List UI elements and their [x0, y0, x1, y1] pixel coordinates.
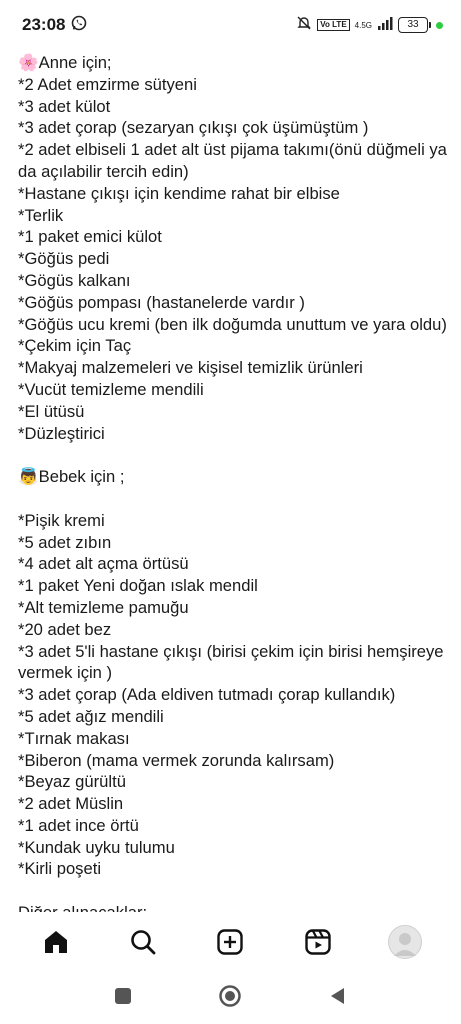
plus-square-icon — [216, 928, 244, 956]
back-button[interactable] — [328, 986, 348, 1011]
whatsapp-icon — [71, 15, 87, 36]
system-navigation-bar — [0, 972, 461, 1024]
note-line: *Göğüs pedi — [18, 249, 110, 269]
note-line: *Alt temizleme pamuğu — [18, 597, 189, 617]
privacy-dot — [436, 22, 443, 29]
mute-bell-icon — [296, 15, 312, 36]
circle-icon — [218, 984, 242, 1008]
note-line: *3 adet çorap (Ada eldiven tutmadı çorap kullandık) — [18, 685, 396, 705]
back-triangle-icon — [328, 986, 348, 1006]
home-system-button[interactable] — [218, 984, 242, 1013]
recents-button[interactable] — [113, 986, 133, 1011]
bottom-nav — [0, 912, 461, 972]
note-line: *Düzleştirici — [18, 423, 105, 443]
home-icon — [42, 928, 70, 956]
blank-line — [18, 444, 448, 466]
note-line: *Hastane çıkışı için kendime rahat bir elbise — [18, 183, 340, 203]
note-line: *Kirli poşeti — [18, 859, 102, 879]
note-line: 🌸Anne için; — [18, 53, 112, 72]
nav-profile[interactable] — [382, 919, 428, 965]
blank-line — [18, 880, 448, 902]
note-line: *1 paket Yeni doğan ıslak mendil — [18, 576, 258, 596]
nav-home[interactable] — [33, 919, 79, 965]
search-icon — [129, 928, 157, 956]
avatar — [388, 925, 422, 959]
note-line: *Terlik — [18, 205, 64, 225]
note-line: *1 adet ince örtü — [18, 815, 139, 835]
network-type: 4.5G — [354, 20, 372, 30]
note-line: *5 adet ağız mendili — [18, 706, 164, 726]
note-line: *Vucüt temizleme mendili — [18, 379, 204, 399]
nav-create[interactable] — [207, 919, 253, 965]
note-line: *3 adet külot — [18, 96, 111, 116]
note-line: *Makyaj malzemeleri ve kişisel temizlik ürünleri — [18, 358, 363, 378]
status-bar — [0, 0, 461, 50]
signal-icon — [377, 15, 393, 35]
nav-search[interactable] — [120, 919, 166, 965]
note-line: *3 adet 5'li hastane çıkışı (birisi çekim için birisi hemşireye vermek için ) — [18, 641, 444, 683]
note-line: *Göğüs ucu kremi (ben ilk doğumda unuttum ve yara oldu) — [18, 314, 447, 334]
note-line: *Kundak uyku tulumu — [18, 837, 175, 857]
note-line: *Biberon (mama vermek zorunda kalırsam) — [18, 750, 335, 770]
caption-text — [18, 52, 448, 912]
battery-icon: 33 — [398, 17, 428, 33]
blank-line — [18, 488, 448, 510]
note-line: *2 Adet emzirme sütyeni — [18, 74, 197, 94]
note-line: *Çekim için Taç — [18, 336, 132, 356]
nav-reels[interactable] — [295, 919, 341, 965]
note-line: *Göğüs pompası (hastanelerde vardır ) — [18, 292, 305, 312]
clock: 23:08 — [22, 15, 66, 34]
note-line: *1 paket emici külot — [18, 227, 162, 247]
note-line: *2 adet Müslin — [18, 794, 124, 814]
note-line: *Beyaz gürültü — [18, 772, 126, 792]
note-line: *20 adet bez — [18, 619, 112, 639]
note-line: *El ütüsü — [18, 401, 85, 421]
reels-icon — [304, 928, 332, 956]
note-line: *2 adet elbiseli 1 adet alt üst pijama takımı(önü düğmeli ya da açılabilir tercih edin) — [18, 140, 447, 181]
note-line: *4 adet alt açma örtüsü — [18, 554, 189, 574]
note-line: *Gögüs kalkanı — [18, 270, 131, 290]
volte-badge: Vo LTE — [317, 19, 349, 31]
note-line: *Pişik kremi — [18, 510, 105, 530]
note-line: *3 adet çorap (sezaryan çıkışı çok üşümüştüm ) — [18, 118, 369, 138]
note-line: 👼Bebek için ; — [18, 467, 125, 487]
note-line: *5 adet zıbın — [18, 532, 112, 552]
square-icon — [113, 986, 133, 1006]
note-line: *Tırnak makası — [18, 728, 130, 748]
